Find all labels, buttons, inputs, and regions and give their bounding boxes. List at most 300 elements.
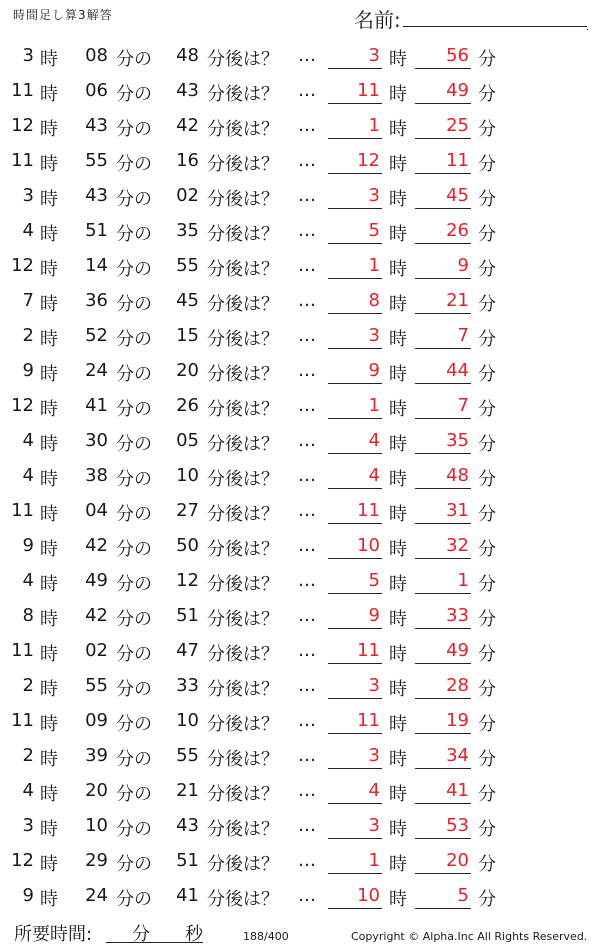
answer-minute-unit: 分 [478,679,496,700]
problem-hour: 11 [11,150,34,171]
after-label: 分後は？ [207,819,279,840]
answer-hour-unit: 時 [389,469,407,490]
answer-hour-field[interactable]: 8 [328,290,382,314]
answer-minute-unit: 分 [478,749,496,770]
answer-minute-unit: 分 [478,609,496,630]
answer-minute-field[interactable]: 32 [415,535,471,559]
after-label: 分後は？ [207,84,279,105]
answer-hour-unit: 時 [389,49,407,70]
problem-row [0,528,600,563]
after-label: 分後は？ [207,889,279,910]
answer-hour-unit: 時 [389,574,407,595]
problem-duration: 20 [176,360,199,381]
answer-hour-field[interactable]: 11 [328,500,382,524]
answer-minute-field[interactable]: 5 [415,885,471,909]
problem-minute: 52 [85,325,108,346]
ellipsis: … [298,80,316,101]
problem-minute: 08 [85,45,108,66]
problem-hour: 2 [22,325,34,346]
hour-unit: 時 [40,119,58,140]
name-underline [403,26,587,27]
answer-hour-unit: 時 [389,539,407,560]
hour-unit: 時 [40,49,58,70]
copyright: Copyright © Alpha.Inc All Rights Reserved. [351,930,588,943]
answer-minute-unit: 分 [478,189,496,210]
answer-hour-unit: 時 [389,784,407,805]
after-label: 分後は？ [207,854,279,875]
answer-hour-field[interactable]: 1 [328,255,382,279]
problem-minute: 20 [85,780,108,801]
answer-hour-field[interactable]: 1 [328,395,382,419]
minute-of-label: 分の [116,434,152,455]
answer-hour-field[interactable]: 3 [328,815,382,839]
answer-hour-unit: 時 [389,819,407,840]
ellipsis: … [298,45,316,66]
ellipsis: … [298,185,316,206]
problem-duration: 41 [176,885,199,906]
hour-unit: 時 [40,749,58,770]
problem-minute: 55 [85,150,108,171]
after-label: 分後は？ [207,644,279,665]
minute-of-label: 分の [116,714,152,735]
required-time-label: 所要時間: [14,924,93,945]
problem-row [0,178,600,213]
name-end-dot: . [586,22,590,33]
after-label: 分後は？ [207,259,279,280]
ellipsis: … [298,325,316,346]
answer-minute-field[interactable]: 7 [415,395,471,419]
ellipsis: … [298,815,316,836]
answer-minute-field[interactable]: 26 [415,220,471,244]
answer-minute-field[interactable]: 33 [415,605,471,629]
answer-minute-unit: 分 [478,49,496,70]
answer-minute-unit: 分 [478,224,496,245]
answer-minute-field[interactable]: 45 [415,185,471,209]
problem-duration: 42 [176,115,199,136]
after-label: 分後は？ [207,224,279,245]
problem-duration: 35 [176,220,199,241]
hour-unit: 時 [40,539,58,560]
answer-hour-unit: 時 [389,119,407,140]
problem-minute: 30 [85,430,108,451]
answer-hour-field[interactable]: 11 [328,640,382,664]
ellipsis: … [298,115,316,136]
problem-row [0,248,600,283]
after-label: 分後は？ [207,784,279,805]
minute-of-label: 分の [116,749,152,770]
after-label: 分後は？ [207,469,279,490]
problem-hour: 4 [22,570,34,591]
problem-row [0,38,600,73]
minute-of-label: 分の [116,504,152,525]
answer-hour-unit: 時 [389,749,407,770]
answer-hour-unit: 時 [389,854,407,875]
answer-hour-unit: 時 [389,364,407,385]
answer-hour-unit: 時 [389,714,407,735]
answer-minute-unit: 分 [478,504,496,525]
problem-hour: 4 [22,220,34,241]
problem-duration: 10 [176,465,199,486]
problem-minute: 42 [85,605,108,626]
problem-duration: 47 [176,640,199,661]
answer-hour-unit: 時 [389,259,407,280]
after-label: 分後は？ [207,609,279,630]
hour-unit: 時 [40,714,58,735]
answer-hour-unit: 時 [389,294,407,315]
problem-duration: 33 [176,675,199,696]
hour-unit: 時 [40,854,58,875]
problem-hour: 7 [22,290,34,311]
required-time-seconds-unit: 秒 [185,924,203,945]
name-field[interactable] [354,4,590,33]
problem-duration: 43 [176,815,199,836]
ellipsis: … [298,150,316,171]
problem-hour: 9 [22,535,34,556]
after-label: 分後は？ [207,749,279,770]
problem-minute: 04 [85,500,108,521]
problem-hour: 11 [11,640,34,661]
problem-duration: 26 [176,395,199,416]
ellipsis: … [298,850,316,871]
answer-hour-unit: 時 [389,889,407,910]
minute-of-label: 分の [116,469,152,490]
page-number: 188/400 [243,930,289,943]
answer-minute-field[interactable]: 28 [415,675,471,699]
problem-hour: 12 [11,115,34,136]
problem-minute: 24 [85,360,108,381]
answer-hour-unit: 時 [389,329,407,350]
minute-of-label: 分の [116,784,152,805]
answer-minute-unit: 分 [478,539,496,560]
ellipsis: … [298,535,316,556]
after-label: 分後は？ [207,189,279,210]
problem-duration: 45 [176,290,199,311]
answer-hour-unit: 時 [389,609,407,630]
answer-minute-field[interactable]: 53 [415,815,471,839]
problem-hour: 4 [22,465,34,486]
hour-unit: 時 [40,84,58,105]
problem-minute: 09 [85,710,108,731]
problem-hour: 11 [11,80,34,101]
after-label: 分後は？ [207,434,279,455]
problem-minute: 10 [85,815,108,836]
answer-hour-unit: 時 [389,679,407,700]
after-label: 分後は？ [207,504,279,525]
answer-minute-unit: 分 [478,329,496,350]
problem-row [0,143,600,178]
ellipsis: … [298,605,316,626]
answer-hour-field[interactable]: 3 [328,745,382,769]
problem-duration: 50 [176,535,199,556]
minute-of-label: 分の [116,189,152,210]
problem-row [0,668,600,703]
minute-of-label: 分の [116,119,152,140]
minute-of-label: 分の [116,49,152,70]
ellipsis: … [298,430,316,451]
ellipsis: … [298,780,316,801]
hour-unit: 時 [40,189,58,210]
problem-minute: 42 [85,535,108,556]
problem-minute: 36 [85,290,108,311]
minute-of-label: 分の [116,574,152,595]
after-label: 分後は？ [207,574,279,595]
answer-hour-field[interactable]: 1 [328,115,382,139]
answer-minute-unit: 分 [478,819,496,840]
answer-minute-unit: 分 [478,84,496,105]
problem-row [0,213,600,248]
problem-duration: 10 [176,710,199,731]
after-label: 分後は？ [207,49,279,70]
after-label: 分後は？ [207,714,279,735]
problem-row [0,458,600,493]
answer-hour-field[interactable]: 9 [328,605,382,629]
minute-of-label: 分の [116,889,152,910]
ellipsis: … [298,640,316,661]
hour-unit: 時 [40,504,58,525]
hour-unit: 時 [40,434,58,455]
answer-minute-field[interactable]: 20 [415,850,471,874]
problem-row [0,773,600,808]
answer-minute-field[interactable]: 25 [415,115,471,139]
answer-minute-field[interactable]: 44 [415,360,471,384]
hour-unit: 時 [40,644,58,665]
problem-duration: 43 [176,80,199,101]
after-label: 分後は？ [207,399,279,420]
problem-minute: 39 [85,745,108,766]
answer-hour-unit: 時 [389,644,407,665]
minute-of-label: 分の [116,84,152,105]
answer-hour-field[interactable]: 1 [328,850,382,874]
required-time-minutes-unit: 分 [132,924,150,945]
answer-minute-unit: 分 [478,364,496,385]
problem-hour: 9 [22,360,34,381]
problem-row [0,563,600,598]
answer-hour-field[interactable]: 3 [328,185,382,209]
hour-unit: 時 [40,574,58,595]
after-label: 分後は？ [207,679,279,700]
problem-row [0,318,600,353]
hour-unit: 時 [40,609,58,630]
answer-hour-field[interactable]: 10 [328,885,382,909]
answer-minute-unit: 分 [478,399,496,420]
answer-minute-unit: 分 [478,714,496,735]
ellipsis: … [298,220,316,241]
answer-hour-field[interactable]: 4 [328,465,382,489]
answer-minute-unit: 分 [478,294,496,315]
ellipsis: … [298,290,316,311]
problem-row [0,73,600,108]
minute-of-label: 分の [116,294,152,315]
problem-hour: 2 [22,745,34,766]
answer-hour-unit: 時 [389,434,407,455]
hour-unit: 時 [40,819,58,840]
after-label: 分後は？ [207,119,279,140]
answer-minute-unit: 分 [478,119,496,140]
answer-minute-field[interactable]: 48 [415,465,471,489]
problem-row [0,388,600,423]
answer-minute-unit: 分 [478,469,496,490]
problem-duration: 51 [176,850,199,871]
problem-hour: 3 [22,45,34,66]
hour-unit: 時 [40,294,58,315]
problem-duration: 15 [176,325,199,346]
answer-minute-field[interactable]: 41 [415,780,471,804]
answer-hour-field[interactable]: 12 [328,150,382,174]
problem-row [0,283,600,318]
answer-hour-field[interactable]: 11 [328,710,382,734]
answer-minute-unit: 分 [478,889,496,910]
problem-row [0,843,600,878]
minute-of-label: 分の [116,399,152,420]
problem-hour: 12 [11,255,34,276]
problem-row [0,878,600,913]
hour-unit: 時 [40,364,58,385]
problem-minute: 49 [85,570,108,591]
hour-unit: 時 [40,329,58,350]
answer-minute-field[interactable]: 7 [415,325,471,349]
problem-minute: 43 [85,185,108,206]
answer-minute-field[interactable]: 56 [415,45,471,69]
answer-minute-unit: 分 [478,154,496,175]
answer-hour-field[interactable]: 3 [328,325,382,349]
minute-of-label: 分の [116,539,152,560]
ellipsis: … [298,570,316,591]
answer-hour-field[interactable]: 11 [328,80,382,104]
problem-hour: 8 [22,605,34,626]
sheet-title: 時間足し算3解答 [13,8,113,22]
minute-of-label: 分の [116,329,152,350]
answer-minute-field[interactable]: 9 [415,255,471,279]
answer-hour-unit: 時 [389,224,407,245]
problem-hour: 4 [22,430,34,451]
problem-row [0,808,600,843]
hour-unit: 時 [40,399,58,420]
minute-of-label: 分の [116,609,152,630]
problem-hour: 11 [11,710,34,731]
problem-hour: 12 [11,395,34,416]
answer-hour-field[interactable]: 4 [328,430,382,454]
problem-minute: 29 [85,850,108,871]
minute-of-label: 分の [116,644,152,665]
minute-of-label: 分の [116,154,152,175]
problem-duration: 55 [176,745,199,766]
problem-duration: 02 [176,185,199,206]
problem-hour: 12 [11,850,34,871]
after-label: 分後は？ [207,364,279,385]
ellipsis: … [298,395,316,416]
problem-duration: 05 [176,430,199,451]
ellipsis: … [298,255,316,276]
ellipsis: … [298,500,316,521]
minute-of-label: 分の [116,854,152,875]
answer-hour-field[interactable]: 5 [328,570,382,594]
problem-hour: 9 [22,885,34,906]
answer-hour-unit: 時 [389,504,407,525]
answer-hour-field[interactable]: 10 [328,535,382,559]
minute-of-label: 分の [116,259,152,280]
answer-minute-unit: 分 [478,784,496,805]
ellipsis: … [298,360,316,381]
ellipsis: … [298,710,316,731]
answer-minute-field[interactable]: 19 [415,710,471,734]
problem-duration: 21 [176,780,199,801]
answer-hour-field[interactable]: 9 [328,360,382,384]
problem-duration: 51 [176,605,199,626]
problem-row [0,423,600,458]
problem-duration: 12 [176,570,199,591]
hour-unit: 時 [40,784,58,805]
minute-of-label: 分の [116,679,152,700]
ellipsis: … [298,675,316,696]
problem-row [0,703,600,738]
answer-hour-unit: 時 [389,189,407,210]
after-label: 分後は？ [207,329,279,350]
minute-of-label: 分の [116,819,152,840]
ellipsis: … [298,745,316,766]
answer-hour-unit: 時 [389,399,407,420]
hour-unit: 時 [40,889,58,910]
answer-minute-field[interactable]: 11 [415,150,471,174]
answer-minute-unit: 分 [478,854,496,875]
answer-minute-field[interactable]: 31 [415,500,471,524]
answer-hour-unit: 時 [389,84,407,105]
problem-minute: 14 [85,255,108,276]
problem-minute: 51 [85,220,108,241]
answer-minute-unit: 分 [478,644,496,665]
answer-hour-field[interactable]: 3 [328,45,382,69]
problem-hour: 11 [11,500,34,521]
problem-row [0,353,600,388]
problem-minute: 02 [85,640,108,661]
problem-minute: 55 [85,675,108,696]
problem-duration: 16 [176,150,199,171]
problem-minute: 06 [85,80,108,101]
answer-hour-field[interactable]: 3 [328,675,382,699]
after-label: 分後は？ [207,154,279,175]
answer-minute-unit: 分 [478,574,496,595]
problem-minute: 38 [85,465,108,486]
answer-minute-field[interactable]: 35 [415,430,471,454]
after-label: 分後は？ [207,294,279,315]
problem-hour: 3 [22,815,34,836]
problem-hour: 4 [22,780,34,801]
answer-minute-field[interactable]: 49 [415,80,471,104]
answer-minute-unit: 分 [478,434,496,455]
ellipsis: … [298,885,316,906]
problem-duration: 27 [176,500,199,521]
problem-row [0,738,600,773]
problem-row [0,493,600,528]
answer-hour-unit: 時 [389,154,407,175]
answer-minute-unit: 分 [478,259,496,280]
hour-unit: 時 [40,679,58,700]
answer-minute-field[interactable]: 49 [415,640,471,664]
problem-row [0,108,600,143]
answer-hour-field[interactable]: 4 [328,780,382,804]
problem-hour: 3 [22,185,34,206]
problem-hour: 2 [22,675,34,696]
minute-of-label: 分の [116,224,152,245]
answer-hour-field[interactable]: 5 [328,220,382,244]
problem-minute: 24 [85,885,108,906]
hour-unit: 時 [40,154,58,175]
answer-minute-field[interactable]: 21 [415,290,471,314]
problem-row [0,633,600,668]
after-label: 分後は？ [207,539,279,560]
answer-minute-field[interactable]: 1 [415,570,471,594]
problem-minute: 43 [85,115,108,136]
answer-minute-field[interactable]: 34 [415,745,471,769]
